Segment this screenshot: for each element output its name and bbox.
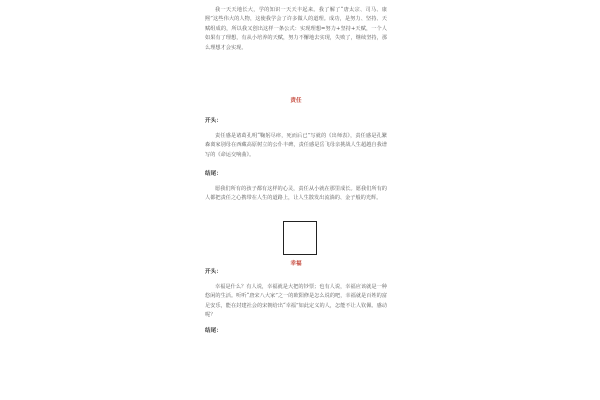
happiness-opening-paragraph: 幸福是什么？有人说，幸福就是大把的钞票；也有人说，幸福应该就是一种悠闲的生活。听听“唐宋八大家”之一的欧阳修是怎么说的吧，幸福就是百姓的富足安乐，能在封建社会的宋朝给出“幸福”如此定义的人，怎能不让人钦佩、感动呢？ <box>205 284 387 319</box>
happiness-opening-block <box>205 283 387 321</box>
responsibility-opening-block <box>205 132 387 160</box>
section-heading-happiness: 幸福 <box>290 261 302 267</box>
image-placeholder <box>283 221 317 255</box>
responsibility-ending-block <box>205 185 387 204</box>
responsibility-ending-paragraph: 愿我们所有的孩子都有这样的心灵，责任从小就在那里成长。愿我们所有的人都把责任之心携带在人生的道路上，让人生散发出流淌的、金子般的光辉。 <box>205 186 387 202</box>
intro-paragraph: 我一天天地长大，学的知识一天天丰起来。我了解了“唐太宗、司马、康熙”这些伟大的人物，这使我学会了许多做人的道理。成功，是努力、坚持、天赋组成的，所以我又创出这样一条公式：实现理想=努力+坚持+天赋，一个人如果有了理想，有从小培养的天赋，努力不懈地去实现，失败了，继续坚持，那么理想才会实现。 <box>205 7 387 51</box>
opening-label: 开头： <box>205 269 222 275</box>
ending-label: 结尾： <box>205 171 222 177</box>
opening-label: 开头： <box>205 118 222 124</box>
section-heading-responsibility: 责任 <box>290 98 302 104</box>
ending-label: 结尾： <box>205 328 222 334</box>
responsibility-opening-paragraph: 责任感是诸葛孔明“鞠躬尽瘁，死而后已”写就的《出师表》，责任感是孔繁森离家别母在西藏高原树立的公仆丰碑，责任感是岳飞母亲挑战人生超越自我谱写的《命运交响曲》。 <box>205 133 387 158</box>
